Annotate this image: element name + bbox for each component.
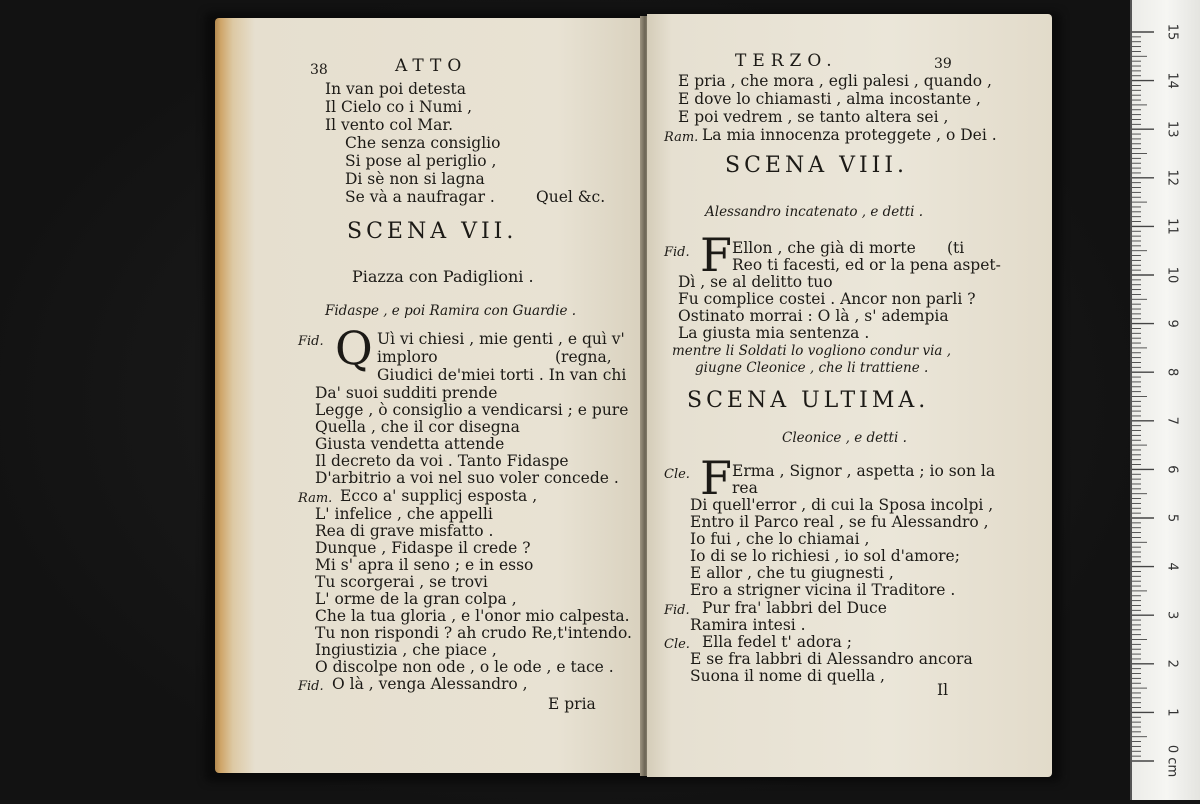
ruler-label: 14 — [1164, 72, 1180, 89]
speech-line: Ella fedel t' adora ; — [702, 633, 852, 651]
speech-line: E poi vedrem , se tanto altera sei , — [678, 108, 949, 126]
verse-cue: Quel &c. — [536, 188, 606, 206]
speaker-label: Ram. — [664, 130, 699, 145]
speech-line: Giudici de'miei torti . In van chi — [377, 366, 627, 384]
scene-setting: Piazza con Padiglioni . — [352, 267, 534, 286]
speech-line: Io di se lo richiesi , io sol d'amore; — [690, 547, 960, 565]
scene-characters: Alessandro incatenato , e detti . — [705, 204, 924, 220]
speaker-label: Cle. — [664, 637, 690, 652]
speech-line: D'arbitrio a voi nel suo voler concede . — [315, 469, 619, 487]
scene-characters: Cleonice , e detti . — [782, 430, 907, 446]
speaker-label: Ram. — [298, 491, 333, 506]
ruler-label: 15 — [1164, 23, 1180, 41]
ruler-label: 8 — [1164, 368, 1180, 377]
speech-line: E se fra labbri di Alessandro ancora — [690, 650, 973, 668]
right-running-header: TERZO. — [735, 51, 838, 71]
measuring-ruler — [1130, 0, 1200, 800]
stage-direction: giugne Cleonice , che li trattiene . — [695, 360, 929, 376]
speech-line: Legge , ò consiglio a vendicarsi ; e pure — [315, 401, 629, 419]
right-page — [647, 14, 1052, 777]
speech-line: Pur fra' labbri del Duce — [702, 599, 887, 617]
speech-line: Dunque , Fidaspe il crede ? — [315, 539, 531, 557]
drop-cap: F — [700, 228, 732, 282]
catchword: Il — [937, 681, 949, 699]
speech-line: Mi s' apra il seno ; e in esso — [315, 556, 534, 574]
ruler-label: 12 — [1164, 169, 1180, 187]
speech-line: Entro il Parco real , se fu Alessandro , — [690, 513, 989, 531]
speech-line: Uì vi chiesi , mie genti , e quì v' — [377, 330, 625, 348]
scene-characters: Fidaspe , e poi Ramira con Guardie . — [325, 303, 577, 319]
speech-line: Ero a strigner vicina il Traditore . — [690, 581, 956, 599]
ruler-label: 3 — [1164, 611, 1180, 620]
speech-line: Reo ti facesti, ed or la pena aspet- — [732, 256, 1001, 274]
speaker-label: Cle. — [664, 467, 690, 482]
ruler-label: 0 cm — [1164, 744, 1180, 778]
speech-line: La mia innocenza proteggete , o Dei . — [702, 126, 997, 144]
speech-line: Erma , Signor , aspetta ; io son la — [732, 462, 996, 480]
speech-line: E dove lo chiamasti , alma incostante , — [678, 90, 981, 108]
speech-line: Da' suoi sudditi prende — [315, 384, 498, 402]
speech-line-turnover: (ti — [947, 239, 965, 257]
verse-line: In van poi detesta — [325, 80, 466, 98]
speech-line: E pria , che mora , egli palesi , quando , — [678, 72, 992, 90]
verse-line: Il Cielo co i Numi , — [325, 98, 473, 116]
ruler-label: 11 — [1164, 218, 1180, 235]
speech-line: Suona il nome di quella , — [690, 667, 885, 685]
speech-line: Tu scorgerai , se trovi — [315, 573, 488, 591]
speech-line: Il decreto da voi . Tanto Fidaspe — [315, 452, 569, 470]
speech-line: Ostinato morrai : O là , s' adempia — [678, 307, 949, 325]
drop-cap: F — [700, 451, 732, 505]
drop-cap: Q — [335, 321, 373, 375]
verse-line: Il vento col Mar. — [325, 116, 454, 134]
speech-line: Di quell'error , di cui la Sposa incolpi , — [690, 496, 994, 514]
speech-line: O discolpe non ode , o le ode , e tace . — [315, 658, 614, 676]
speech-line: Che la tua gloria , e l'onor mio calpesta. — [315, 607, 630, 625]
speaker-label: Fid. — [664, 245, 690, 260]
speaker-label: Fid. — [298, 334, 324, 349]
speech-line: Ingiustizia , che piace , — [315, 641, 497, 659]
speech-line: La giusta mia sentenza . — [678, 324, 870, 342]
ruler-label: 13 — [1164, 120, 1180, 138]
speech-line: Tu non rispondi ? ah crudo Re,t'intendo. — [315, 624, 632, 642]
scene-title: SCENA ULTIMA. — [687, 388, 930, 413]
stage-direction: mentre li Soldati lo vogliono condur via , — [672, 343, 952, 359]
verse-line: Se và a naufragar . — [345, 188, 495, 206]
scene-title: SCENA VIII. — [725, 153, 909, 178]
speech-line: E allor , che tu giugnesti , — [690, 564, 894, 582]
left-page-number: 38 — [310, 62, 328, 78]
speech-line: Fu complice costei . Ancor non parli ? — [678, 290, 976, 308]
speech-line: Quella , che il cor disegna — [315, 418, 520, 436]
ruler-label: 4 — [1164, 562, 1180, 571]
speech-line: Dì , se al delitto tuo — [678, 273, 833, 291]
ruler-label: 1 — [1164, 708, 1180, 717]
ruler-label: 2 — [1164, 659, 1180, 668]
ruler-label: 5 — [1164, 513, 1180, 523]
speech-line: L' infelice , che appelli — [315, 505, 493, 523]
verse-line: Che senza consiglio — [345, 134, 501, 152]
speaker-label: Fid. — [298, 679, 324, 694]
speech-line: Ecco a' supplicj esposta , — [340, 487, 538, 505]
speech-line: L' orme de la gran colpa , — [315, 590, 517, 608]
speech-line: O là , venga Alessandro , — [332, 675, 528, 693]
speech-line: Ramira intesi . — [690, 616, 806, 634]
left-page — [215, 18, 643, 773]
speech-line: rea — [732, 479, 758, 497]
speech-line: imploro — [377, 348, 438, 366]
ruler-label: 9 — [1164, 319, 1180, 328]
speech-line-turnover: (regna, — [555, 348, 612, 366]
ruler-ticks — [1132, 0, 1200, 800]
ruler-label: 6 — [1164, 465, 1180, 474]
speech-line: Giusta vendetta attende — [315, 435, 505, 453]
ruler-label: 7 — [1164, 416, 1180, 425]
speech-line: Ellon , che già di morte — [732, 239, 916, 257]
left-running-header: ATTO — [395, 56, 468, 76]
scene-title: SCENA VII. — [347, 219, 518, 244]
catchword: E pria — [548, 695, 596, 713]
speech-line: Rea di grave misfatto . — [315, 522, 494, 540]
right-page-number: 39 — [934, 56, 952, 72]
ruler-label: 10 — [1164, 266, 1180, 284]
speech-line: Io fui , che lo chiamai , — [690, 530, 870, 548]
verse-line: Si pose al periglio , — [345, 152, 497, 170]
verse-line: Di sè non si lagna — [345, 170, 485, 188]
speaker-label: Fid. — [664, 603, 690, 618]
